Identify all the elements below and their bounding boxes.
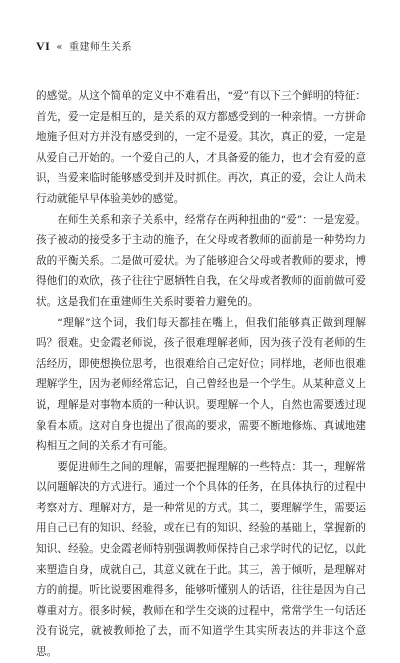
paragraph: “理解”这个词，我们每天都挂在嘴上，但我们能够真正做到理解吗？很难。史金霞老师说，孩子很难理解老师，因为孩子没有老师的生活经历，即使想换位思考，也很难给自己定好位；同样地，老师也很难理解学生，因为老师经常忘记，自己曾经也是一个学生。从某种意义上说，理解是对事物本质的一种认识。要理解一个人，自然也需要透过现象看本质。这对自身也提出了很高的要求，需要不断地修炼、真诚地建构相互之间的关系才有可能。	[36, 316, 366, 453]
paragraph: 要促进师生之间的理解，需要把握理解的一些特点：其一，理解常以问题解决的方式进行。通过一个个具体的任务，在具体执行的过程中考察对方、理解对方，是一种常见的方式。其二，要理解学生，需要运用自己已有的知识、经验，或在已有的知识、经验的基础上，掌握新的知识、经验。史金霞老师特别强调教师保持自己求学时代的记忆，以此来塑造自身，成就自己，其意义就在于此。其三，善于倾听，是理解对方的前提。听比说要困难得多，能够听懂别人的话语，往往是因为自己尊重对方。很多时候，教师在和学生交谈的过程中，常常学生一句话还没有说完，就被教师抢了去，而不知道学生其实所表达的并非这个意思。	[36, 460, 366, 659]
header-separator: «	[56, 42, 63, 53]
paragraph: 在师生关系和亲子关系中，经常存在两种扭曲的“爱”：一是宠爱。孩子被动的接受多于主动的施予，在父母或者教师的面前是一种势均力敌的平衡关系。二是做可爱状。为了能够迎合父母或者教师的要求，博得他们的欢欣，孩子往往宁愿牺牲自我，在父母或者教师的面前做可爱状。这是我们在重建师生关系时要着力避免的。	[36, 213, 366, 308]
paragraph-continued: 的感觉。从这个简单的定义中不难看出，“爱”有以下三个鲜明的特征：首先，爱一定是相互的，是关系的双方都感受到的一种亲情。一方拼命地施予但对方并没有感受到的，一定不是爱。其次，真正的爱，一定是从爱自己开始的。一个爱自己的人，才具备爱的能力，也才会有爱的意识，当爱来临时能够感受到并及时抓住。再次，真正的爱，会让人尚未行动就能早早体验美妙的感觉。	[36, 90, 366, 205]
running-header	[36, 38, 132, 54]
chapter-title: 重建师生关系	[68, 42, 132, 53]
page-number: VI	[36, 39, 51, 53]
body-text	[36, 86, 366, 663]
